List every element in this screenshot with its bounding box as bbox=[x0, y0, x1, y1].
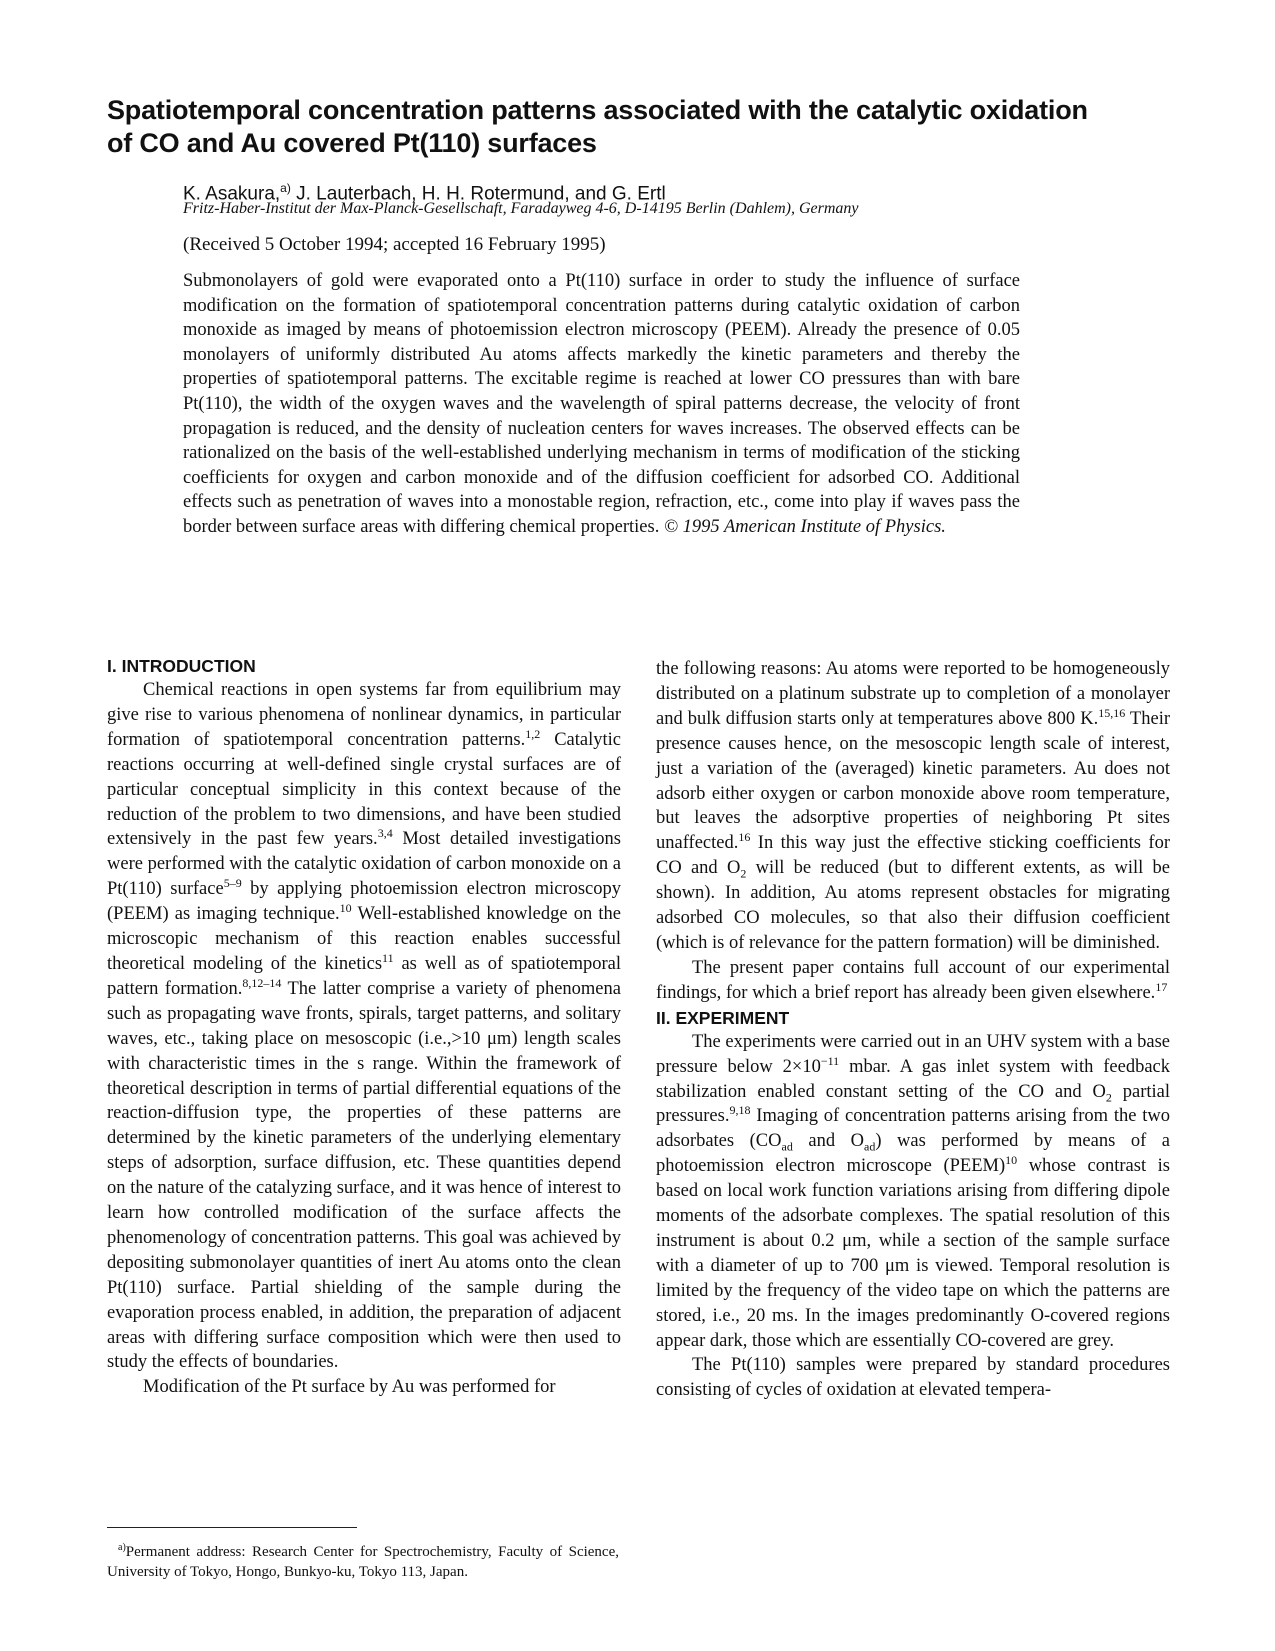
footnote-mark: a) bbox=[118, 1542, 126, 1553]
experiment-paragraph-2: The Pt(110) samples were prepared by standard procedures consisting of cycles of oxidation at elevated tempera- bbox=[656, 1355, 1170, 1401]
intro-paragraph-2-continued: the following reasons: Au atoms were reported to be homogeneously distributed on a platinum substrate up to completion of a monolayer and bulk diffusion starts only at temperatures above 800 K.$^{15,16}$ Their presence causes hence, on the mesoscopic length scale of interest, just a variation of the (averaged) kinetic parameters. Au does not adsorb either oxygen or carbon monoxide above room temperature, but leaves the adsorptive properties of neighboring Pt sites unaffected.$^{16}$ In this way just the effective sticking coefficients for CO and $O_2$ will be reduced (but to different extents, as will be shown). In addition, Au atoms represent obstacles for migrating adsorbed CO molecules, so that also their diffusion coefficient (which is of relevance for the pattern formation) will be diminished. bbox=[656, 659, 1170, 953]
citation: 10 bbox=[339, 901, 352, 915]
section-heading-introduction: I. INTRODUCTION bbox=[107, 656, 256, 676]
citation: 16 bbox=[738, 830, 751, 845]
subscript: 2 bbox=[740, 866, 747, 881]
citation: 3,4 bbox=[377, 826, 393, 841]
subscript: 2 bbox=[1105, 1090, 1112, 1105]
right-column bbox=[656, 657, 1170, 1403]
intro-paragraph-1: Chemical reactions in open systems far from equilibrium may give rise to various phenomena of nonlinear dynamics, in particular formation of spatiotemporal concentration patterns.$^{1,2}$ Catalytic reactions occurring at well-defined single crystal surfaces are of particular conceptual simplicity in this context because of the reduction of the problem to two dimensions, and have been studied extensively in the past few years.$^{3,4}$ Most detailed investigations were performed with the catalytic oxidation of carbon monoxide on a Pt(110) surface$^{5-9}$ by applying photoemission electron microscopy (PEEM) as imaging technique.$^{10}$ Well-established knowledge on the microscopic mechanism of this reaction enables successful theoretical modeling of the kinetics$^{11}$ as well as of spatiotemporal pattern formation.$^{8,12-14}$ The latter comprise a variety of phenomena such as propagating wave fronts, spirals, target patterns, and solitary waves, etc., taking place on mesoscopic (i.e.,>10 μm) length scales with characteristic times in the s range. Within the framework of theoretical description in terms of partial differential equations of the reaction-diffusion type, the properties of these patterns are determined by the kinetic parameters of the underlying elementary steps of adsorption, surface diffusion, etc. These quantities depend on the nature of the catalyzing surface, and it was hence of interest to learn how controlled modification of the surface affects the phenomenology of concentration patterns. This goal was achieved by depositing submonolayer quantities of inert Au atoms onto the clean Pt(110) surface. Partial shielding of the sample during the evaporation process enabled, in addition, the preparation of adjacent areas with differing surface composition which were then used to study the effects of boundaries. bbox=[107, 680, 622, 1373]
subscript: ad bbox=[781, 1140, 793, 1154]
citation: 17 bbox=[1155, 979, 1168, 994]
footnote bbox=[107, 1538, 619, 1582]
affiliation: Fritz-Haber-Institut der Max-Planck-Gesellschaft, Faradayweg 4-6, D-14195 Berlin (Dahlem), Germany bbox=[183, 200, 859, 217]
abstract-copyright: © 1995 American Institute of Physics. bbox=[663, 516, 946, 537]
abstract bbox=[183, 269, 1020, 540]
experiment-paragraph-1: The experiments were carried out in an UHV system with a base pressure below $2\times 10^{-11}$ mbar. A gas inlet system with feedback stabilization enabled constant setting of the CO and $O_2$ partial pressures.$^{9,18}$ Imaging of concentration patterns arising from the two adsorbates ($CO_{ad}$ and $O_{ad}$) was performed by means of a photoemission electron microscope (PEEM)$^{10}$ whose contrast is based on local work function variations arising from differing dipole moments of the adsorbate complexes. The spatial resolution of this instrument is about 0.2 μm, while a section of the sample surface with a diameter of up to 700 μm is viewed. Temporal resolution is limited by the frequency of the video tape on which the patterns are stored, i.e., 20 ms. In the images predominantly O-covered regions appear dark, those which are essentially CO-covered are grey. bbox=[656, 1031, 1171, 1351]
citation: 8,12–14 bbox=[242, 975, 282, 990]
footnote-text: Permanent address: Research Center for Spectrochemistry, Faculty of Science, University of Tokyo, Hongo, Bunkyo-ku, Tokyo 113, Japan. bbox=[107, 1544, 619, 1580]
other-authors: J. Lauterbach, H. H. Rotermund, and G. Ertl bbox=[290, 183, 666, 205]
intro-paragraph-3: The present paper contains full account of our experimental findings, for which a brief report has already been given elsewhere.$^{17}$ bbox=[656, 957, 1170, 1003]
citation: 11 bbox=[382, 950, 394, 965]
intro-paragraph-2-start: Modification of the Pt surface by Au was performed for bbox=[143, 1377, 556, 1398]
left-column bbox=[107, 654, 621, 1400]
author-footnote-mark: a) bbox=[280, 181, 291, 195]
citation: 1,2 bbox=[525, 726, 541, 741]
exponent: −11 bbox=[820, 1053, 840, 1068]
citation: 10 bbox=[1005, 1153, 1018, 1168]
received-dates: (Received 5 October 1994; accepted 16 February 1995) bbox=[183, 234, 606, 255]
subscript: ad bbox=[864, 1140, 876, 1154]
section-heading-experiment: II. EXPERIMENT bbox=[656, 1007, 790, 1028]
abstract-text: Submonolayers of gold were evaporated onto a Pt(110) surface in order to study the influence of surface modification on the formation of spatiotemporal concentration patterns during catalytic oxidation of carbon monoxide as imaged by means of photoemission electron microscopy (PEEM). Already the presence of 0.05 monolayers of uniformly distributed Au atoms affects markedly the kinetic parameters and thereby the properties of spatiotemporal patterns. The excitable regime is reached at lower CO pressures than with bare Pt(110), the width of the oxygen waves and the wavelength of spiral patterns decrease, the velocity of front propagation is reduced, and the density of nucleation centers for waves increases. The observed effects can be rationalized on the basis of the well-established underlying mechanism in terms of modification of the sticking coefficients for oxygen and carbon monoxide and of the diffusion coefficient for adsorbed CO. Additional effects such as penetration of waves into a monostable region, refraction, etc., come into play if waves pass the border between surface areas with differing chemical properties. bbox=[183, 271, 1020, 537]
footnote-rule bbox=[107, 1527, 357, 1528]
first-author: K. Asakura, bbox=[183, 183, 281, 205]
citation: 15,16 bbox=[1098, 705, 1126, 720]
citation: 9,18 bbox=[729, 1103, 751, 1118]
paper-title: Spatiotemporal concentration patterns associated with the catalytic oxidation of CO and Au covered Pt(110) surfaces bbox=[107, 95, 1088, 158]
citation: 5–9 bbox=[223, 876, 242, 891]
